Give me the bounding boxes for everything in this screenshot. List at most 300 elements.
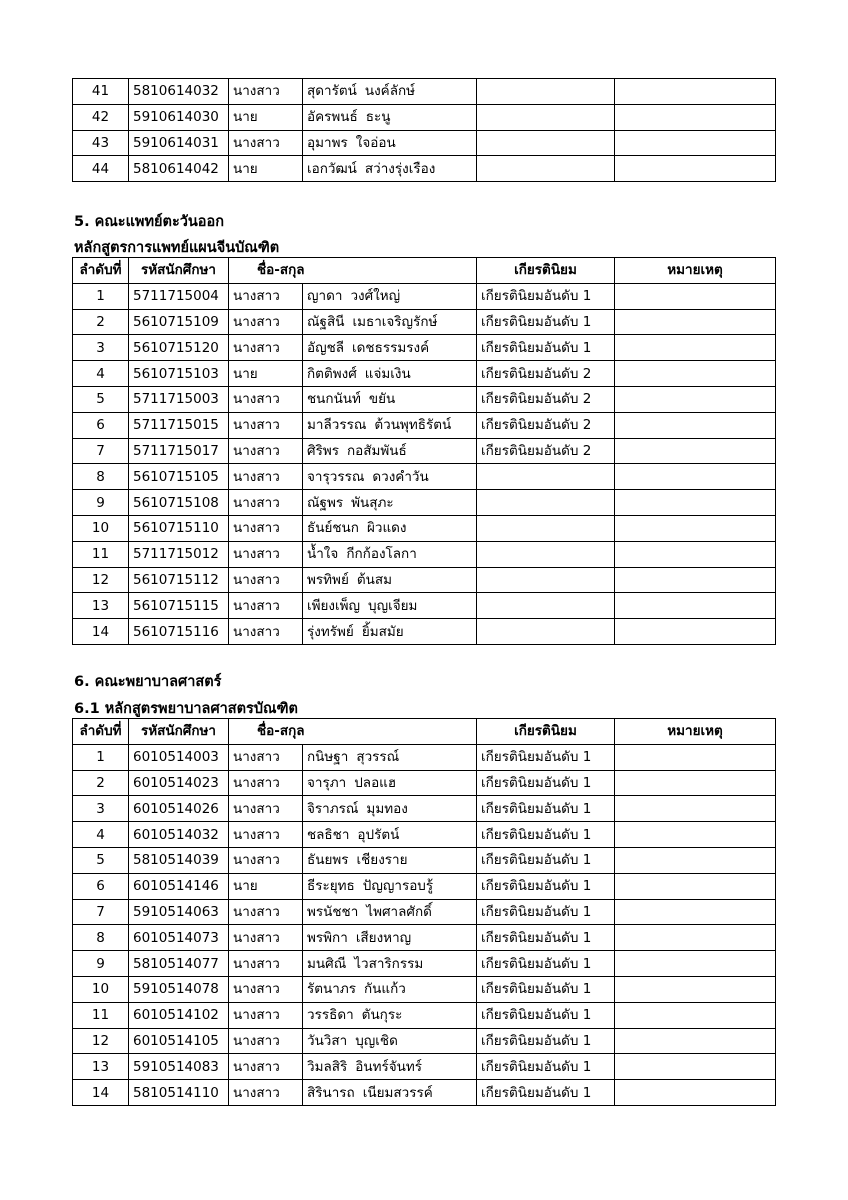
note (615, 104, 776, 130)
header-note: หมายเหตุ (615, 258, 776, 284)
student-name (303, 309, 477, 335)
last-name: อินทร์จันทร์ (355, 1058, 423, 1075)
table-row (73, 438, 776, 464)
student-id: 6010514023 (129, 770, 229, 796)
last-name: ปลอแฮ (354, 774, 397, 791)
first-name: น้ำใจ (307, 546, 339, 563)
name-title: นางสาว (229, 464, 303, 490)
first-name: อุมาพร (307, 134, 348, 151)
name-title: นางสาว (229, 1080, 303, 1106)
last-name: ขยัน (368, 391, 396, 408)
last-name: ต้วนพุทธิรัตน์ (374, 417, 452, 434)
table-row (73, 899, 776, 925)
student-id: 6010514105 (129, 1028, 229, 1054)
first-name: สุดารัตน์ (307, 83, 357, 100)
student-id: 5910514078 (129, 976, 229, 1002)
student-name (303, 822, 477, 848)
first-name: ศิริพร (307, 442, 339, 459)
student-id: 5910614031 (129, 130, 229, 156)
honor (477, 156, 615, 182)
student-name (303, 335, 477, 361)
student-name (303, 593, 477, 619)
header-name: ชื่อ-สกุล (229, 258, 477, 284)
name-title: นางสาว (229, 438, 303, 464)
name-title: นางสาว (229, 283, 303, 309)
first-name: พรพิกา (307, 929, 348, 946)
table-row (73, 567, 776, 593)
table-row (73, 361, 776, 387)
table-row (73, 541, 776, 567)
header-student-id: รหัสนักศึกษา (129, 258, 229, 284)
table-row (73, 309, 776, 335)
student-name (303, 156, 477, 182)
note (615, 335, 776, 361)
note (615, 976, 776, 1002)
student-name (303, 847, 477, 873)
name-title: นางสาว (229, 619, 303, 645)
table-row (73, 1080, 776, 1106)
honor (477, 593, 615, 619)
note (615, 619, 776, 645)
table-row (73, 79, 776, 105)
table-row (73, 796, 776, 822)
first-name: ธันยพร (307, 852, 349, 869)
note (615, 130, 776, 156)
first-name: วันวิสา (307, 1032, 348, 1049)
last-name: กีกก้องโลกา (346, 546, 417, 563)
last-name: กันแก้ว (363, 981, 406, 998)
note (615, 309, 776, 335)
row-number: 11 (73, 1002, 129, 1028)
name-title: นางสาว (229, 822, 303, 848)
row-number: 6 (73, 412, 129, 438)
table-row (73, 130, 776, 156)
first-name: สิรินารถ (307, 1084, 355, 1101)
row-number: 12 (73, 1028, 129, 1054)
first-name: ธีระยุทธ (307, 878, 355, 895)
note (615, 873, 776, 899)
section-heading: 6. คณะพยาบาลศาสตร์ (74, 674, 222, 690)
honor (477, 104, 615, 130)
student-id: 6010514073 (129, 925, 229, 951)
header-student-id: รหัสนักศึกษา (129, 719, 229, 745)
note (615, 593, 776, 619)
first-name: ณัฐสินี (307, 313, 345, 330)
row-number: 3 (73, 796, 129, 822)
honor: เกียรตินิยมอันดับ 1 (477, 770, 615, 796)
row-number: 5 (73, 847, 129, 873)
note (615, 567, 776, 593)
student-name (303, 515, 477, 541)
student-name (303, 744, 477, 770)
table-body (73, 79, 776, 182)
note (615, 1028, 776, 1054)
student-name (303, 464, 477, 490)
row-number: 6 (73, 873, 129, 899)
student-id: 5711715003 (129, 386, 229, 412)
student-name (303, 386, 477, 412)
student-id: 5810614042 (129, 156, 229, 182)
last-name: นงค์ลักษ์ (364, 83, 416, 100)
row-number: 1 (73, 283, 129, 309)
note (615, 79, 776, 105)
last-name: ดวงคำวัน (372, 468, 429, 485)
table-row (73, 744, 776, 770)
last-name: ไพศาลศักดิ์ (366, 903, 432, 920)
name-title: นางสาว (229, 335, 303, 361)
first-name: ชลธิชา (307, 826, 350, 843)
first-name: เอกวัฒน์ (307, 160, 357, 177)
student-name (303, 1080, 477, 1106)
first-name: กนิษฐา (307, 749, 349, 766)
first-name: จารุภา (307, 774, 347, 791)
first-name: จารุวรรณ (307, 468, 365, 485)
row-number: 43 (73, 130, 129, 156)
student-id: 5610715110 (129, 515, 229, 541)
first-name: รุ่งทรัพย์ (307, 623, 354, 640)
student-id: 5910514063 (129, 899, 229, 925)
student-name (303, 130, 477, 156)
row-number: 5 (73, 386, 129, 412)
header-name: ชื่อ-สกุล (229, 719, 477, 745)
header-honor: เกียรตินิยม (477, 719, 615, 745)
table-row (73, 1002, 776, 1028)
student-id: 5610715112 (129, 567, 229, 593)
first-name: อัครพนธ์ (307, 109, 358, 126)
table-row (73, 593, 776, 619)
name-title: นางสาว (229, 1002, 303, 1028)
row-number: 8 (73, 925, 129, 951)
table-row (73, 464, 776, 490)
student-name (303, 438, 477, 464)
student-name (303, 283, 477, 309)
honor (477, 541, 615, 567)
note (615, 1054, 776, 1080)
student-name (303, 361, 477, 387)
row-number: 4 (73, 822, 129, 848)
honor: เกียรตินิยมอันดับ 1 (477, 873, 615, 899)
honor: เกียรตินิยมอันดับ 2 (477, 361, 615, 387)
last-name: ปัญญารอบรู้ (362, 878, 434, 895)
row-number: 3 (73, 335, 129, 361)
program-heading: 6.1 หลักสูตรพยาบาลศาสตรบัณฑิต (74, 701, 298, 717)
student-id: 5711715012 (129, 541, 229, 567)
header-honor: เกียรตินิยม (477, 258, 615, 284)
row-number: 10 (73, 515, 129, 541)
table-row (73, 925, 776, 951)
note (615, 744, 776, 770)
honor: เกียรตินิยมอันดับ 1 (477, 796, 615, 822)
last-name: สว่างรุ่งเรือง (364, 160, 436, 177)
honor: เกียรตินิยมอันดับ 1 (477, 976, 615, 1002)
first-name: เพียงเพ็ญ (307, 597, 361, 614)
continued-table (72, 78, 776, 182)
last-name: กอสัมพันธ์ (346, 442, 407, 459)
student-name (303, 490, 477, 516)
student-name (303, 619, 477, 645)
name-title: นางสาว (229, 1028, 303, 1054)
header-no: ลำดับที่ (73, 258, 129, 284)
student-id: 5810614032 (129, 79, 229, 105)
note (615, 899, 776, 925)
honor (477, 567, 615, 593)
name-title: นางสาว (229, 976, 303, 1002)
name-title: นางสาว (229, 744, 303, 770)
honor (477, 515, 615, 541)
table-row (73, 873, 776, 899)
student-id: 6010514102 (129, 1002, 229, 1028)
name-title: นางสาว (229, 541, 303, 567)
first-name: วิมลสิริ (307, 1058, 348, 1075)
name-title: นางสาว (229, 79, 303, 105)
student-id: 5810514110 (129, 1080, 229, 1106)
first-name: รัตนาภร (307, 981, 356, 998)
row-number: 1 (73, 744, 129, 770)
student-id: 5810514077 (129, 951, 229, 977)
first-name: ธันย์ชนก (307, 520, 359, 537)
note (615, 438, 776, 464)
student-name (303, 412, 477, 438)
row-number: 2 (73, 309, 129, 335)
name-title: นางสาว (229, 412, 303, 438)
first-name: มาลีวรรณ (307, 417, 367, 434)
student-name (303, 925, 477, 951)
name-title: นางสาว (229, 309, 303, 335)
last-name: บุญเจียม (368, 597, 418, 614)
section-heading: 5. คณะแพทย์ตะวันออก (74, 214, 224, 230)
student-id: 5610715120 (129, 335, 229, 361)
first-name: วรรธิดา (307, 1007, 354, 1024)
name-title: นางสาว (229, 386, 303, 412)
honor: เกียรตินิยมอันดับ 2 (477, 412, 615, 438)
first-name: ชนกนันท์ (307, 391, 361, 408)
honor: เกียรตินิยมอันดับ 1 (477, 283, 615, 309)
student-id: 6010514026 (129, 796, 229, 822)
student-name (303, 79, 477, 105)
honor (477, 464, 615, 490)
student-id: 5610715116 (129, 619, 229, 645)
name-title: นางสาว (229, 847, 303, 873)
student-id: 5910514083 (129, 1054, 229, 1080)
note (615, 156, 776, 182)
name-title: นาย (229, 361, 303, 387)
student-name (303, 541, 477, 567)
last-name: มุมทอง (366, 800, 408, 817)
honor: เกียรตินิยมอันดับ 1 (477, 1080, 615, 1106)
student-id: 6010514146 (129, 873, 229, 899)
first-name: อัญชลี (307, 339, 345, 356)
table-row (73, 822, 776, 848)
last-name: เชียงราย (356, 852, 408, 869)
row-number: 10 (73, 976, 129, 1002)
note (615, 490, 776, 516)
student-table (72, 718, 776, 1106)
name-title: นางสาว (229, 567, 303, 593)
note (615, 361, 776, 387)
row-number: 9 (73, 951, 129, 977)
table-row (73, 1054, 776, 1080)
last-name: ยิ้มสมัย (361, 623, 404, 640)
row-number: 9 (73, 490, 129, 516)
row-number: 14 (73, 1080, 129, 1106)
note (615, 464, 776, 490)
note (615, 541, 776, 567)
name-title: นางสาว (229, 130, 303, 156)
table-row (73, 770, 776, 796)
last-name: แจ่มเงิน (364, 365, 411, 382)
row-number: 42 (73, 104, 129, 130)
table-row (73, 386, 776, 412)
student-name (303, 567, 477, 593)
first-name: มนศิณี (307, 955, 347, 972)
program-heading: หลักสูตรการแพทย์แผนจีนบัณฑิต (74, 240, 280, 256)
name-title: นาย (229, 873, 303, 899)
student-id: 5711715017 (129, 438, 229, 464)
student-id: 5810514039 (129, 847, 229, 873)
last-name: ใจอ่อน (355, 134, 396, 151)
table-body (73, 744, 776, 1105)
row-number: 13 (73, 593, 129, 619)
row-number: 7 (73, 438, 129, 464)
name-title: นางสาว (229, 925, 303, 951)
last-name: สุวรรณ์ (356, 749, 400, 766)
row-number: 13 (73, 1054, 129, 1080)
honor: เกียรตินิยมอันดับ 2 (477, 386, 615, 412)
honor: เกียรตินิยมอันดับ 1 (477, 951, 615, 977)
student-id: 5610715108 (129, 490, 229, 516)
honor: เกียรตินิยมอันดับ 2 (477, 438, 615, 464)
student-name (303, 1054, 477, 1080)
table-row (73, 951, 776, 977)
note (615, 412, 776, 438)
row-number: 41 (73, 79, 129, 105)
honor: เกียรตินิยมอันดับ 1 (477, 335, 615, 361)
last-name: เดชธรรมรงค์ (352, 339, 430, 356)
last-name: วงศ์ใหญ่ (350, 288, 401, 305)
last-name: ต้นสม (356, 571, 392, 588)
student-name (303, 1028, 477, 1054)
student-id: 5610715105 (129, 464, 229, 490)
note (615, 796, 776, 822)
note (615, 283, 776, 309)
honor (477, 490, 615, 516)
honor: เกียรตินิยมอันดับ 1 (477, 899, 615, 925)
last-name: เมธาเจริญรักษ์ (352, 313, 438, 330)
table-row (73, 976, 776, 1002)
name-title: นางสาว (229, 951, 303, 977)
student-name (303, 770, 477, 796)
name-title: นางสาว (229, 899, 303, 925)
name-title: นางสาว (229, 1054, 303, 1080)
header-no: ลำดับที่ (73, 719, 129, 745)
student-id: 5711715004 (129, 283, 229, 309)
header-row (73, 258, 776, 284)
table-body (73, 283, 776, 644)
note (615, 386, 776, 412)
table-row (73, 104, 776, 130)
row-number: 2 (73, 770, 129, 796)
last-name: อุปรัตน์ (357, 826, 400, 843)
name-title: นางสาว (229, 515, 303, 541)
table-row (73, 335, 776, 361)
note (615, 951, 776, 977)
honor: เกียรตินิยมอันดับ 1 (477, 744, 615, 770)
note (615, 515, 776, 541)
note (615, 847, 776, 873)
first-name: ณัฐพร (307, 494, 344, 511)
first-name: พรนัชชา (307, 903, 359, 920)
student-id: 6010514003 (129, 744, 229, 770)
student-id: 6010514032 (129, 822, 229, 848)
student-id: 5910614030 (129, 104, 229, 130)
note (615, 1080, 776, 1106)
row-number: 4 (73, 361, 129, 387)
header-note: หมายเหตุ (615, 719, 776, 745)
note (615, 770, 776, 796)
honor: เกียรตินิยมอันดับ 1 (477, 1028, 615, 1054)
honor: เกียรตินิยมอันดับ 1 (477, 822, 615, 848)
row-number: 11 (73, 541, 129, 567)
table-row (73, 490, 776, 516)
student-id: 5610715115 (129, 593, 229, 619)
honor (477, 79, 615, 105)
student-name (303, 899, 477, 925)
name-title: นางสาว (229, 770, 303, 796)
note (615, 822, 776, 848)
last-name: บุญเชิด (355, 1032, 398, 1049)
student-id: 5610715109 (129, 309, 229, 335)
student-name (303, 873, 477, 899)
honor: เกียรตินิยมอันดับ 1 (477, 925, 615, 951)
note (615, 925, 776, 951)
row-number: 8 (73, 464, 129, 490)
student-name (303, 951, 477, 977)
honor: เกียรตินิยมอันดับ 1 (477, 1054, 615, 1080)
table-row (73, 412, 776, 438)
student-table (72, 257, 776, 645)
table-row (73, 156, 776, 182)
table-row (73, 515, 776, 541)
first-name: กิตติพงศ์ (307, 365, 357, 382)
honor: เกียรตินิยมอันดับ 1 (477, 847, 615, 873)
student-id: 5610715103 (129, 361, 229, 387)
student-name (303, 1002, 477, 1028)
row-number: 14 (73, 619, 129, 645)
last-name: พันสุภะ (351, 494, 394, 511)
name-title: นาย (229, 156, 303, 182)
table-row (73, 1028, 776, 1054)
row-number: 7 (73, 899, 129, 925)
first-name: ญาดา (307, 288, 343, 305)
honor: เกียรตินิยมอันดับ 1 (477, 309, 615, 335)
honor: เกียรตินิยมอันดับ 1 (477, 1002, 615, 1028)
last-name: ตันกุระ (361, 1007, 403, 1024)
table-row (73, 847, 776, 873)
last-name: เสียงหาญ (355, 929, 412, 946)
name-title: นางสาว (229, 593, 303, 619)
student-name (303, 104, 477, 130)
table-row (73, 283, 776, 309)
student-name (303, 796, 477, 822)
header-row (73, 719, 776, 745)
first-name: จิราภรณ์ (307, 800, 359, 817)
student-id: 5711715015 (129, 412, 229, 438)
last-name: ไวสาริกรรม (354, 955, 424, 972)
honor (477, 619, 615, 645)
row-number: 12 (73, 567, 129, 593)
note (615, 1002, 776, 1028)
last-name: ผิวแดง (366, 520, 407, 537)
